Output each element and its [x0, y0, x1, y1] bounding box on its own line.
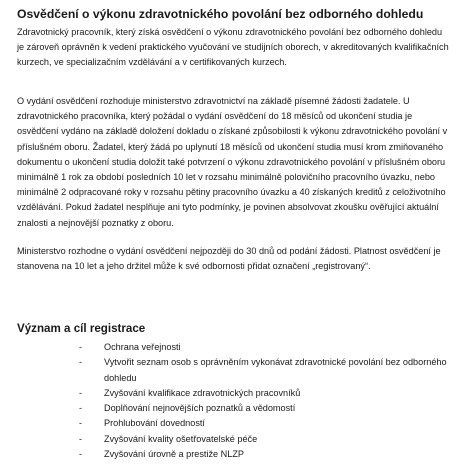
bullet-dash: -: [79, 403, 83, 414]
bullet-dash: -: [79, 387, 83, 398]
list-item: [79, 386, 449, 401]
list-item-text: Prohlubování dovedností: [104, 418, 205, 429]
paragraph-certificate-rights: Zdravotnický pracovník, který získá osvědčení o výkonu zdravotnického povolání bez odborného dohledu je zároveň oprávněn k vedení praktického vyučování ve studijních oborech, v akreditovaných kvalifikačních kurzech, ve specializačním vzdělávání a v certifikovaných kurzech.: [17, 27, 449, 68]
list-item-text: Doplňování nejnovějších poznatků a vědomostí: [104, 403, 296, 414]
list-item: [79, 447, 449, 462]
section-heading: Význam a cíl registrace: [17, 322, 146, 335]
bullet-dash: -: [79, 418, 83, 429]
list-item: [79, 416, 449, 431]
list-item-text: Zvyšování kvalifikace zdravotnických pracovníků: [104, 387, 301, 398]
list-item: [79, 401, 449, 416]
list-item: [79, 340, 449, 355]
list-item-text: Vytvořit seznam osob s oprávněním vykonávat zdravotnické povolání bez odborného dohledu: [104, 357, 447, 383]
list-item-text: Ochrana veřejnosti: [104, 342, 181, 352]
list-item-text: Zvyšování úrovně a prestiže NLZP: [104, 449, 244, 460]
paragraph-issuance-conditions: O vydání osvědčení rozhoduje ministerstvo zdravotnictví na základě písemné žádosti žadatele. U zdravotnického pracovníka, který požádal o vydání osvědčení do 18 měsíců od ukončení studia je osvědčení vydáno na základě doložení dokladu o získané způsobilosti k výkonu zdravotnického povolání v příslušném oboru. Žadatel, který žádá po uplynutí 18 měsíců od ukončení studia musí krom zmiňovaného dokumentu o ukončení studia doložit také potvrzení o výkonu zdravotnického povolání v příslušném oboru minimálně 1 rok za období posledních 10 let v rozsahu minimálně polovičního pracovního úvazku, nebo minimálně 2 odpracované roky v rozsahu pětiny pracovního úvazku a 40 získaných kreditů z celoživotního vzdělávání. Pokud žadatel nesplňuje ani tyto podmínky, je povinen absolvovat zkoušku ověřující aktuální znalosti a nejnovější poznatky z oboru.: [17, 96, 448, 228]
bullet-list: [79, 340, 449, 462]
list-item: [79, 355, 449, 386]
document-title: Osvědčení o výkonu zdravotnického povolání bez odborného dohledu: [17, 7, 424, 21]
bullet-dash: -: [79, 357, 83, 368]
bullet-dash: -: [79, 449, 83, 460]
paragraph-validity: Ministerstvo rozhodne o vydání osvědčení nejpozději do 30 dnů od podání žádosti. Platnost osvědčení je stanovena na 10 let a jeho držitel může k své odbornosti přidat označení „registrovaný“.: [17, 246, 441, 272]
list-item-text: Zvyšování kvality ošetřovatelské péče: [104, 433, 258, 444]
bullet-dash: -: [79, 433, 83, 444]
list-item: [79, 432, 449, 447]
bullet-dash: -: [79, 342, 83, 352]
